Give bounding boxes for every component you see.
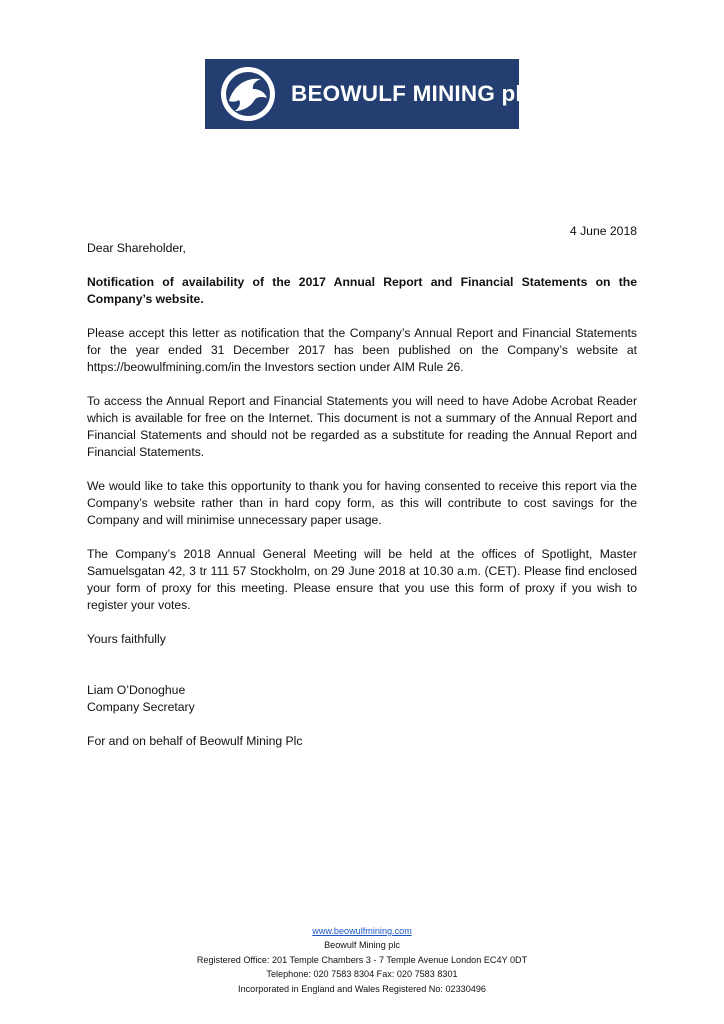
signatory-title: Company Secretary xyxy=(87,700,195,714)
dragon-head-icon xyxy=(219,65,277,123)
company-logo xyxy=(205,59,535,129)
footer-company-name: Beowulf Mining plc xyxy=(324,940,400,951)
signatory-name: Liam O’Donoghue xyxy=(87,683,186,697)
paragraph-publication-notice: Please accept this letter as notification that the Company’s Annual Report and Financial Statements for the year ended 31 December 2017 has been published on the Company’s website at https://beowulfmining.com/in the Investors section under AIM Rule 26. xyxy=(87,326,637,374)
company-name-logo-text: BEOWULF MINING plc xyxy=(291,81,535,106)
footer-telephone: Telephone: 020 7583 8304 Fax: 020 7583 8301 xyxy=(266,969,458,980)
footer-incorporation: Incorporated in England and Wales Registered No: 02330496 xyxy=(238,983,486,994)
footer xyxy=(0,924,724,996)
paragraph-access-instructions: To access the Annual Report and Financial Statements you will need to have Adobe Acrobat Reader which is available for free on the Internet. This document is not a summary of the Annual Report and Financial Statements and should not be regarded as a substitute for reading the Annual Report and Financial Statements. xyxy=(87,394,637,459)
letter-date: 4 June 2018 xyxy=(569,224,637,238)
footer-registered-office: Registered Office: 201 Temple Chambers 3 - 7 Temple Avenue London EC4Y 0DT xyxy=(196,954,528,965)
closing: Yours faithfully xyxy=(87,632,166,646)
on-behalf-line: For and on behalf of Beowulf Mining Plc xyxy=(87,734,303,748)
salutation: Dear Shareholder, xyxy=(87,241,186,255)
letter-subject: Notification of availability of the 2017 Annual Report and Financial Statements on the Company’s website. xyxy=(87,275,637,306)
website-link[interactable]: www.beowulfmining.com xyxy=(312,926,412,936)
letter-body xyxy=(87,223,637,750)
paragraph-agm-notice: The Company’s 2018 Annual General Meeting will be held at the offices of Spotlight, Master Samuelsgatan 42, 3 tr 111 57 Stockholm, on 29 June 2018 at 10.30 a.m. (CET). Please find enclosed your form of proxy for this meeting. Please ensure that you use this form of proxy if you wish to register your votes. xyxy=(87,547,637,612)
paragraph-thanks: We would like to take this opportunity to thank you for having consented to receive this report via the Company’s website rather than in hard copy form, as this will contribute to cost savings for the Company and will minimise unnecessary paper usage. xyxy=(87,479,637,527)
